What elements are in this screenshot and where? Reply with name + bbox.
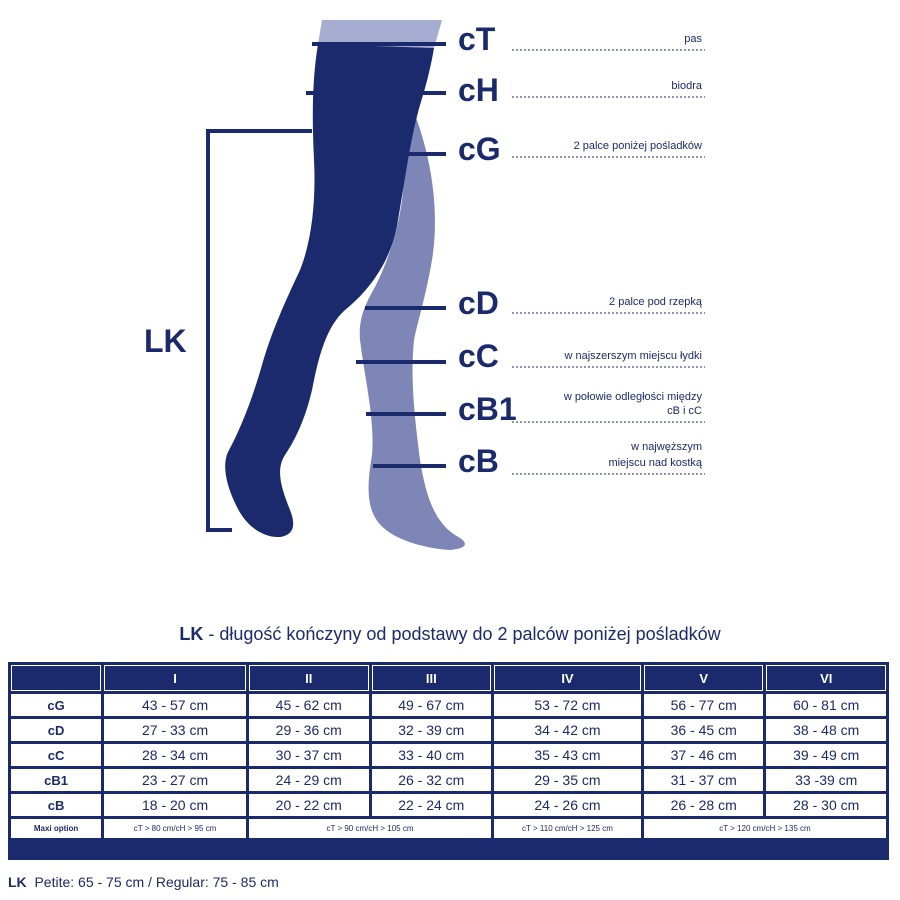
table-cell: 37 - 46 cm — [644, 744, 764, 766]
table-cell: 35 - 43 cm — [494, 744, 641, 766]
table-title — [0, 624, 900, 645]
measure-desc-cH: biodra — [671, 80, 702, 92]
table-row — [11, 694, 886, 716]
table-cell: 26 - 28 cm — [644, 794, 764, 816]
maxi-cell-I: cT > 80 cm/cH > 95 cm — [104, 819, 246, 838]
measure-code-cD: cD — [458, 285, 499, 321]
table-cell: 33 -39 cm — [766, 769, 886, 791]
measure-desc-cD: 2 palce pod rzepką — [609, 296, 702, 308]
row-label-cG: cG — [11, 694, 101, 716]
maxi-cell-II-III: cT > 90 cm/cH > 105 cm — [249, 819, 491, 838]
measure-desc-cB1-line2: cB i cC — [667, 405, 702, 417]
row-label-cB1: cB1 — [11, 769, 101, 791]
measure-code-cC: cC — [458, 338, 499, 374]
maxi-cell-IV: cT > 110 cm/cH > 125 cm — [494, 819, 641, 838]
table-cell: 30 - 37 cm — [249, 744, 369, 766]
measure-desc-cB-line1: w najwęższym — [631, 441, 702, 453]
table-row — [11, 794, 886, 816]
row-label-cC: cC — [11, 744, 101, 766]
table-cell: 27 - 33 cm — [104, 719, 246, 741]
header-cell-empty — [11, 665, 101, 691]
measure-code-cB: cB — [458, 443, 499, 479]
measure-code-cH: cH — [458, 72, 499, 108]
table-cell: 22 - 24 cm — [372, 794, 492, 816]
row-label-cB: cB — [11, 794, 101, 816]
table-title-bold: LK — [179, 624, 204, 644]
header-size-IV: IV — [494, 665, 641, 691]
table-cell: 45 - 62 cm — [249, 694, 369, 716]
header-size-I: I — [104, 665, 246, 691]
table-cell: 24 - 29 cm — [249, 769, 369, 791]
footer-rest: Petite: 65 - 75 cm / Regular: 75 - 85 cm — [26, 874, 279, 890]
measure-desc-cC: w najszerszym miejscu łydki — [564, 350, 702, 362]
measure-code-cB1: cB1 — [458, 391, 517, 427]
table-cell: 29 - 35 cm — [494, 769, 641, 791]
table-cell: 49 - 67 cm — [372, 694, 492, 716]
table-cell: 31 - 37 cm — [644, 769, 764, 791]
measure-desc-cB1-line1: w połowie odległości między — [563, 391, 702, 403]
table-cell: 38 - 48 cm — [766, 719, 886, 741]
table-cell: 56 - 77 cm — [644, 694, 764, 716]
lk-label: LK — [144, 323, 187, 359]
table-cell: 36 - 45 cm — [644, 719, 764, 741]
measure-code-cT: cT — [458, 21, 496, 57]
measure-desc-cB-line2: miejscu nad kostką — [608, 457, 702, 469]
header-size-II: II — [249, 665, 369, 691]
maxi-cell-V-VI: cT > 120 cm/cH > 135 cm — [644, 819, 886, 838]
measure-desc-cT: pas — [684, 33, 702, 45]
footer-note — [8, 874, 279, 890]
header-size-VI: VI — [766, 665, 886, 691]
maxi-option-row — [11, 819, 886, 838]
table-cell: 32 - 39 cm — [372, 719, 492, 741]
footer-bold: LK — [8, 874, 27, 890]
measure-code-cG: cG — [458, 131, 501, 167]
header-size-III: III — [372, 665, 492, 691]
table-cell: 23 - 27 cm — [104, 769, 246, 791]
size-table — [8, 662, 889, 841]
size-table-wrapper — [8, 662, 889, 860]
table-cell: 39 - 49 cm — [766, 744, 886, 766]
table-cell: 28 - 30 cm — [766, 794, 886, 816]
table-cell: 28 - 34 cm — [104, 744, 246, 766]
table-cell: 60 - 81 cm — [766, 694, 886, 716]
row-label-cD: cD — [11, 719, 101, 741]
table-header-row — [11, 665, 886, 691]
table-cell: 24 - 26 cm — [494, 794, 641, 816]
table-cell: 26 - 32 cm — [372, 769, 492, 791]
table-cell: 29 - 36 cm — [249, 719, 369, 741]
measure-desc-cG: 2 palce poniżej pośladków — [573, 140, 702, 152]
header-size-V: V — [644, 665, 764, 691]
table-row — [11, 719, 886, 741]
table-row — [11, 769, 886, 791]
table-cell: 33 - 40 cm — [372, 744, 492, 766]
row-label-maxi-option: Maxi option — [11, 819, 101, 838]
table-title-rest: - długość kończyny od podstawy do 2 palców poniżej pośladków — [203, 624, 721, 644]
table-cell: 43 - 57 cm — [104, 694, 246, 716]
table-cell: 34 - 42 cm — [494, 719, 641, 741]
table-cell: 18 - 20 cm — [104, 794, 246, 816]
table-cell: 20 - 22 cm — [249, 794, 369, 816]
table-cell: 53 - 72 cm — [494, 694, 641, 716]
table-row — [11, 744, 886, 766]
